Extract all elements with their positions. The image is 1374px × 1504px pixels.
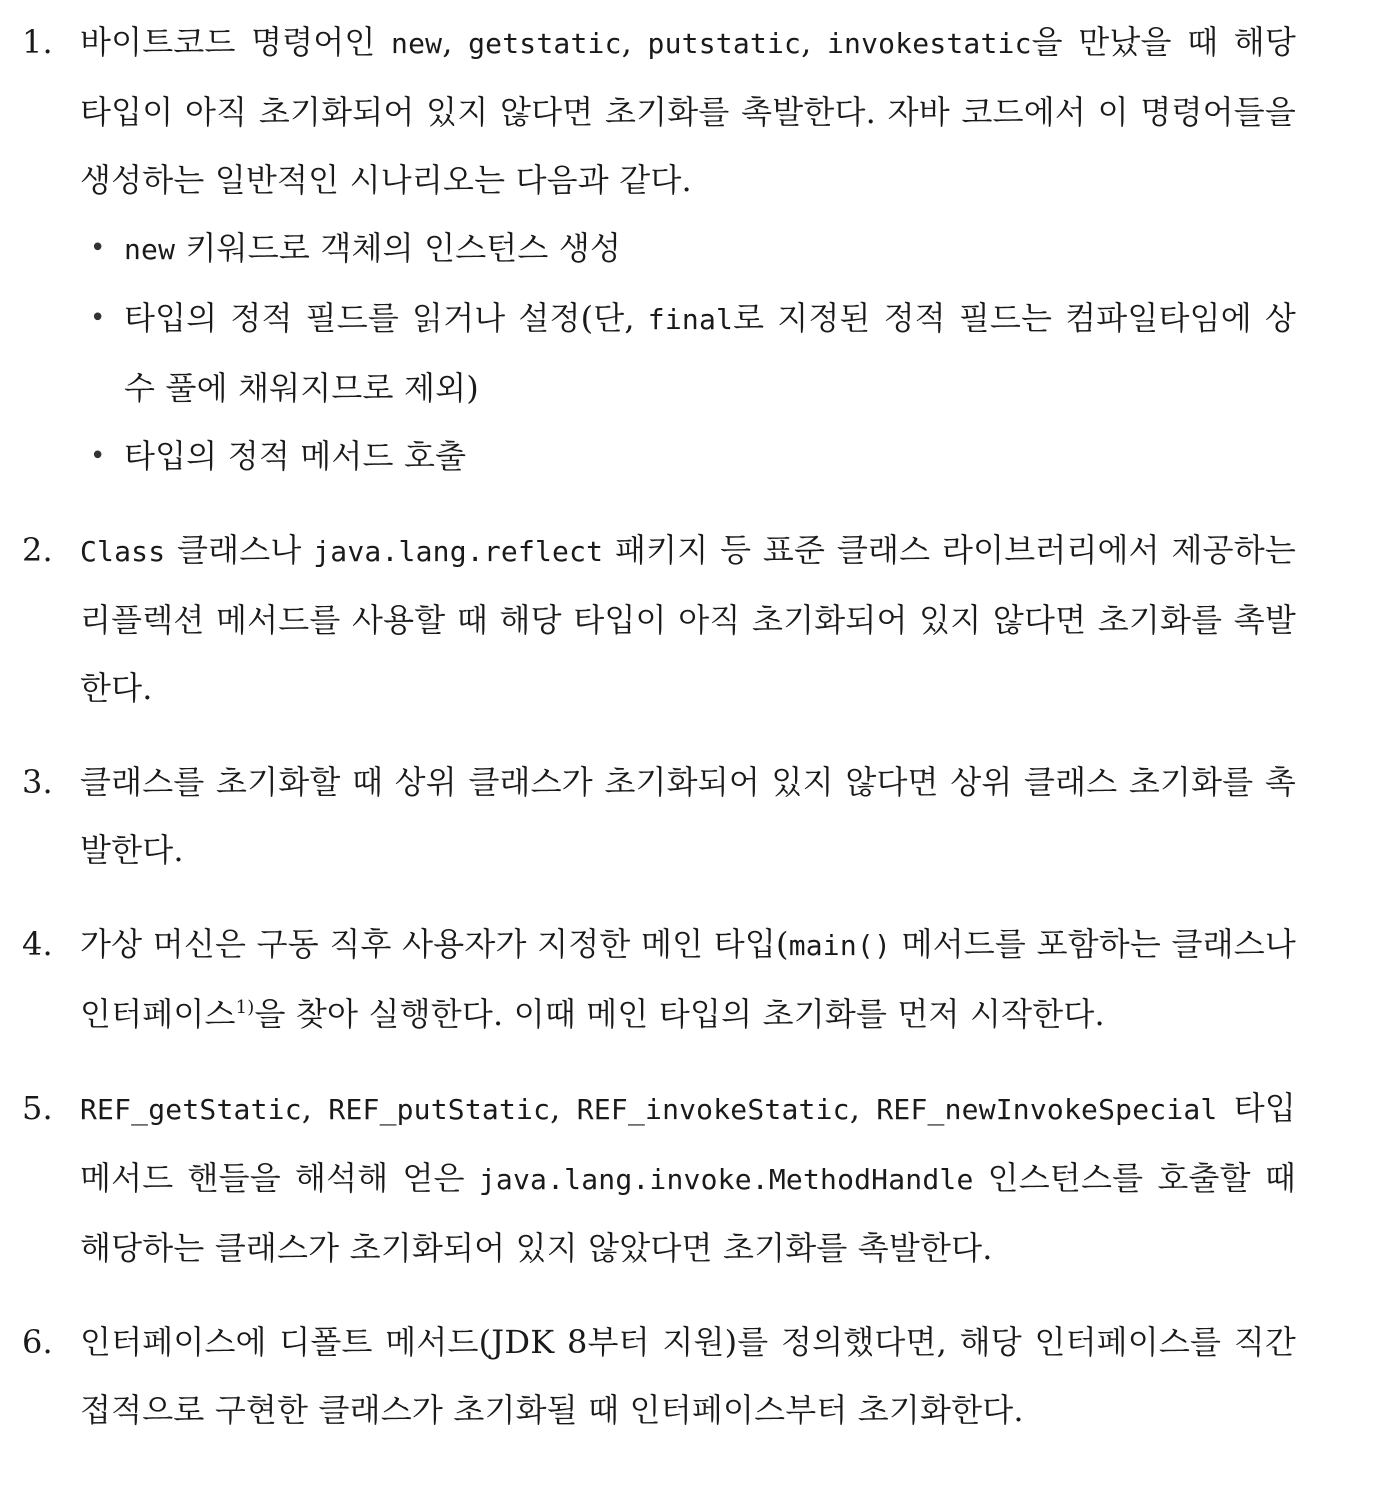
bullet-icon: • bbox=[90, 441, 106, 471]
sub-item-3: • 타입의 정적 메서드 호출 bbox=[80, 422, 1296, 490]
code-java-lang-reflect: java.lang.reflect bbox=[313, 535, 604, 568]
list-item-5 bbox=[0, 1074, 1374, 1282]
item-number: 2. bbox=[22, 531, 53, 569]
list-item-6 bbox=[0, 1308, 1374, 1444]
code-invokestatic: invokestatic bbox=[826, 27, 1032, 60]
code-class: Class bbox=[80, 535, 166, 568]
item-text: 바이트코드 명령어인 new, getstatic, putstatic, invokestatic을 만났을 때 해당 타입이 아직 초기화되어 있지 않다면 초기화를 촉발한다. 자바 코드에서 이 명령어들을 생성하는 일반적인 시나리오는 다음과 같다. bbox=[80, 23, 1296, 199]
code-ref-putstatic: REF_putStatic bbox=[328, 1093, 551, 1126]
item-number: 1. bbox=[22, 23, 53, 61]
code-methodhandle: java.lang.invoke.MethodHandle bbox=[478, 1163, 974, 1196]
footnote-marker: 1) bbox=[235, 997, 255, 1018]
code-main: main() bbox=[788, 929, 892, 962]
code-getstatic: getstatic bbox=[468, 27, 622, 60]
list-item-4 bbox=[0, 910, 1374, 1048]
code-ref-invokestatic: REF_invokeStatic bbox=[576, 1093, 850, 1126]
bullet-icon: • bbox=[90, 303, 106, 333]
bullet-icon: • bbox=[90, 233, 106, 263]
initialization-trigger-list bbox=[0, 8, 1374, 1444]
code-new: new bbox=[391, 27, 443, 60]
item-text: 가상 머신은 구동 직후 사용자가 지정한 메인 타입(main() 메서드를 포함하는 클래스나 인터페이스$^{1)}$을 찾아 실행한다. 이때 메인 타입의 초기화를 먼저 시작한다. bbox=[80, 925, 1296, 1033]
list-item-2 bbox=[0, 516, 1374, 722]
code-ref-newinvokespecial: REF_newInvokeSpecial bbox=[876, 1093, 1218, 1126]
document-page bbox=[0, 8, 1374, 1444]
sub-item-1: • new 키워드로 객체의 인스턴스 생성 bbox=[80, 214, 1296, 284]
item-number: 5. bbox=[22, 1089, 53, 1127]
list-item-1 bbox=[0, 8, 1374, 490]
sub-item-2: • 타입의 정적 필드를 읽거나 설정(단, final로 지정된 정적 필드는 컴파일타임에 상수 풀에 채워지므로 제외) bbox=[80, 284, 1296, 422]
item-text: 클래스를 초기화할 때 상위 클래스가 초기화되어 있지 않다면 상위 클래스 초기화를 촉발한다. bbox=[80, 763, 1296, 869]
item-text: REF_getStatic, REF_putStatic, REF_invokeStatic, REF_newInvokeSpecial 타입 메서드 핸들을 해석해 얻은 java.lang.invoke.MethodHandle 인스턴스를 호출할 때 해당하는 클래스가 초기화되어 있지 않았다면 초기화를 촉발한다. bbox=[80, 1089, 1296, 1267]
code-ref-getstatic: REF_getStatic bbox=[80, 1093, 302, 1126]
item-number: 3. bbox=[22, 763, 53, 801]
item-number: 6. bbox=[22, 1323, 53, 1361]
item-text: 인터페이스에 디폴트 메서드(JDK 8부터 지원)를 정의했다면, 해당 인터페이스를 직간접적으로 구현한 클래스가 초기화될 때 인터페이스부터 초기화한다. bbox=[80, 1323, 1296, 1429]
code-putstatic: putstatic bbox=[647, 27, 802, 60]
list-item-3 bbox=[0, 748, 1374, 884]
sub-list bbox=[80, 214, 1296, 490]
item-text: Class 클래스나 java.lang.reflect 패키지 등 표준 클래스 라이브러리에서 제공하는 리플렉션 메서드를 사용할 때 해당 타입이 아직 초기화되어 있지 않다면 초기화를 촉발한다. bbox=[80, 531, 1296, 707]
item-number: 4. bbox=[22, 925, 53, 963]
